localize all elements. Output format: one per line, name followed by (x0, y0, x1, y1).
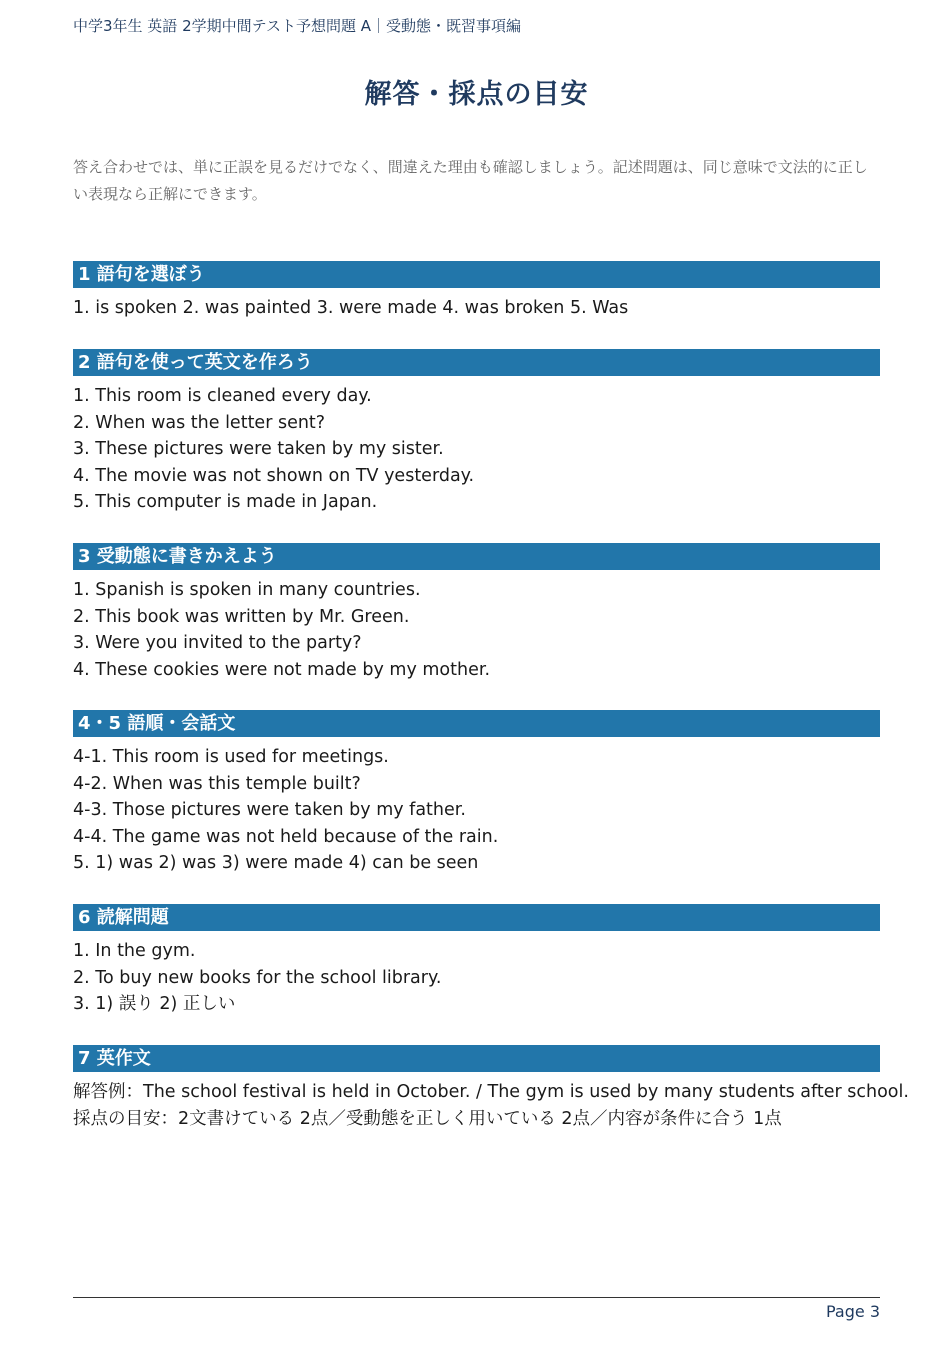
section-2-sentence-building (73, 349, 880, 516)
footer-divider (73, 1297, 880, 1298)
answer-line: 3. 1) 誤り 2) 正しい (73, 994, 236, 1014)
answer-sheet-page (73, 0, 909, 1347)
answer-list (73, 383, 880, 516)
intro-paragraph: 答え合わせでは、単に正誤を見るだけでなく、間違えた理由も確認しましょう。記述問題は、同じ意味で文法的に正しい表現なら正解にできます。 (73, 158, 868, 203)
section-heading: 2 語句を使って英文を作ろう (73, 349, 880, 376)
section-heading: 1 語句を選ぼう (73, 261, 880, 288)
answer-line: 解答例：The school festival is held in October. / The gym is used by many students after school. (73, 1082, 909, 1102)
answer-line: 3. Were you invited to the party? (73, 633, 362, 653)
answer-line: 4. The movie was not shown on TV yesterday. (73, 465, 475, 486)
answer-line: 1. In the gym. (73, 941, 196, 961)
answer-line: 4. These cookies were not made by my mother. (73, 659, 491, 680)
answer-line: 採点の目安：2文書けている 2点／受動態を正しく用いている 2点／内容が条件に合う 1点 (73, 1108, 782, 1129)
answer-line: 1. This room is cleaned every day. (73, 386, 372, 406)
answer-list (73, 295, 880, 322)
section-heading: 3 受動態に書きかえよう (73, 543, 880, 570)
answer-line: 5. 1) was 2) was 3) were made 4) can be seen (73, 853, 479, 873)
page-title: 解答・採点の目安 (364, 79, 589, 110)
section-3-passive-rewrite (73, 543, 880, 683)
page-number: Page 3 (826, 1302, 880, 1321)
answer-line: 4-4. The game was not held because of the rain. (73, 826, 499, 847)
running-header: 中学3年生 英語 2学期中間テスト予想問題 A｜受動態・既習事項編 (73, 17, 522, 35)
answer-line: 2. To buy new books for the school library. (73, 967, 442, 988)
section-heading: 6 読解問題 (73, 904, 880, 931)
answer-line: 2. When was the letter sent? (73, 412, 326, 433)
answer-line: 4-1. This room is used for meetings. (73, 747, 389, 767)
answer-list (73, 577, 880, 683)
section-7-composition (73, 1045, 909, 1132)
section-heading: 7 英作文 (73, 1045, 880, 1072)
section-4-5-word-order-dialogue (73, 710, 880, 877)
answer-list (73, 1079, 909, 1132)
answer-line: 1. is spoken 2. was painted 3. were made 4. was broken 5. Was (73, 298, 629, 318)
answer-line: 1. Spanish is spoken in many countries. (73, 580, 421, 600)
answer-line: 4-2. When was this temple built? (73, 773, 361, 794)
answer-line: 4-3. Those pictures were taken by my father. (73, 800, 466, 820)
answer-list (73, 938, 880, 1018)
section-heading: 4・5 語順・会話文 (73, 710, 880, 737)
answer-line: 5. This computer is made in Japan. (73, 492, 378, 512)
section-6-reading (73, 904, 880, 1018)
answer-line: 3. These pictures were taken by my sister. (73, 439, 444, 459)
section-1-word-choice (73, 261, 880, 322)
answer-list (73, 744, 880, 877)
answer-line: 2. This book was written by Mr. Green. (73, 606, 410, 627)
